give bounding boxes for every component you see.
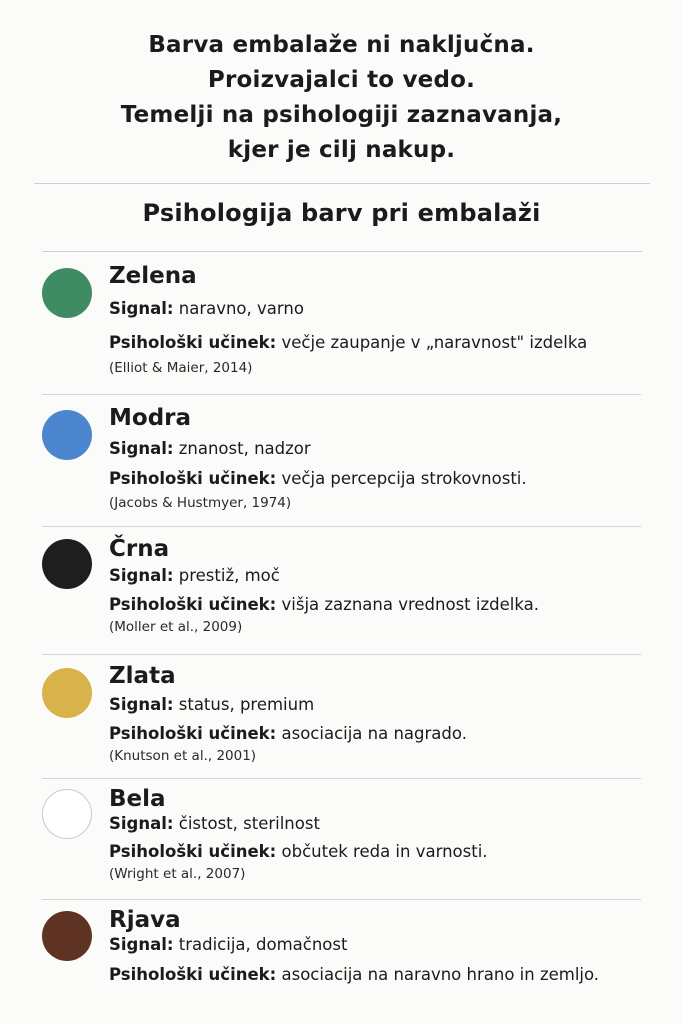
signal-line [109,438,641,460]
signal-label: Signal: [109,695,174,714]
signal-value: čistost, sterilnost [178,814,320,833]
effect-label: Psihološki učinek: [109,595,277,614]
effect-label: Psihološki učinek: [109,842,277,861]
effect-label: Psihološki učinek: [109,724,277,743]
signal-label: Signal: [109,814,174,833]
divider [34,183,650,184]
signal-line [109,934,641,956]
effect-label: Psihološki učinek: [109,333,277,352]
blue-swatch-icon [42,410,92,460]
black-swatch-icon [42,539,92,589]
intro-line: Proizvajalci to vedo. [207,67,476,93]
color-name: Rjava [109,907,181,933]
effect-line [109,468,641,490]
color-name: Črna [109,536,170,562]
white-swatch-icon [42,789,92,839]
effect-line [109,332,641,354]
brown-swatch-icon [42,911,92,961]
signal-value: tradicija, domačnost [178,935,348,954]
effect-label: Psihološki učinek: [109,469,277,488]
color-item-bela [42,779,641,900]
signal-value: prestiž, moč [178,566,280,585]
color-item-zelena [42,252,641,395]
effect-value: asociacija na nagrado. [281,724,467,743]
color-list [0,252,683,1020]
reference: (Moller et al., 2009) [109,619,243,635]
reference: (Elliot & Maier, 2014) [109,360,253,376]
reference: (Wright et al., 2007) [109,866,246,882]
effect-line [109,841,641,863]
signal-label: Signal: [109,566,174,585]
signal-label: Signal: [109,439,174,458]
intro-line: Barva embalaže ni naključna. [148,32,535,58]
signal-line [109,694,641,716]
signal-value: znanost, nadzor [178,439,311,458]
effect-label: Psihološki učinek: [109,965,277,984]
signal-line [109,813,641,835]
intro-text [0,28,683,168]
signal-label: Signal: [109,299,174,318]
effect-value: večje zaupanje v „naravnost" izdelka [281,333,588,352]
color-name: Zlata [109,663,176,689]
color-item-rjava [42,900,641,1020]
intro-line: Temelji na psihologiji zaznavanja, [120,102,563,128]
section-title: Psihologija barv pri embalaži [142,199,541,227]
signal-line [109,298,641,320]
effect-line [109,723,641,745]
color-name: Modra [109,405,192,431]
color-item-modra [42,395,641,527]
color-item-zlata [42,655,641,779]
effect-value: občutek reda in varnosti. [281,842,488,861]
gold-swatch-icon [42,668,92,718]
green-swatch-icon [42,268,92,318]
signal-value: naravno, varno [178,299,304,318]
intro-line: kjer je cilj nakup. [227,137,456,163]
color-name: Zelena [109,263,197,289]
signal-value: status, premium [178,695,315,714]
effect-line [109,594,641,616]
effect-value: asociacija na naravno hrano in zemljo. [281,965,600,984]
signal-label: Signal: [109,935,174,954]
effect-line [109,964,641,986]
signal-line [109,565,641,587]
effect-value: večja percepcija strokovnosti. [281,469,527,488]
effect-value: višja zaznana vrednost izdelka. [281,595,539,614]
color-name: Bela [109,786,166,812]
reference: (Jacobs & Hustmyer, 1974) [109,495,292,511]
color-item-crna [42,527,641,655]
reference: (Knutson et al., 2001) [109,748,257,764]
